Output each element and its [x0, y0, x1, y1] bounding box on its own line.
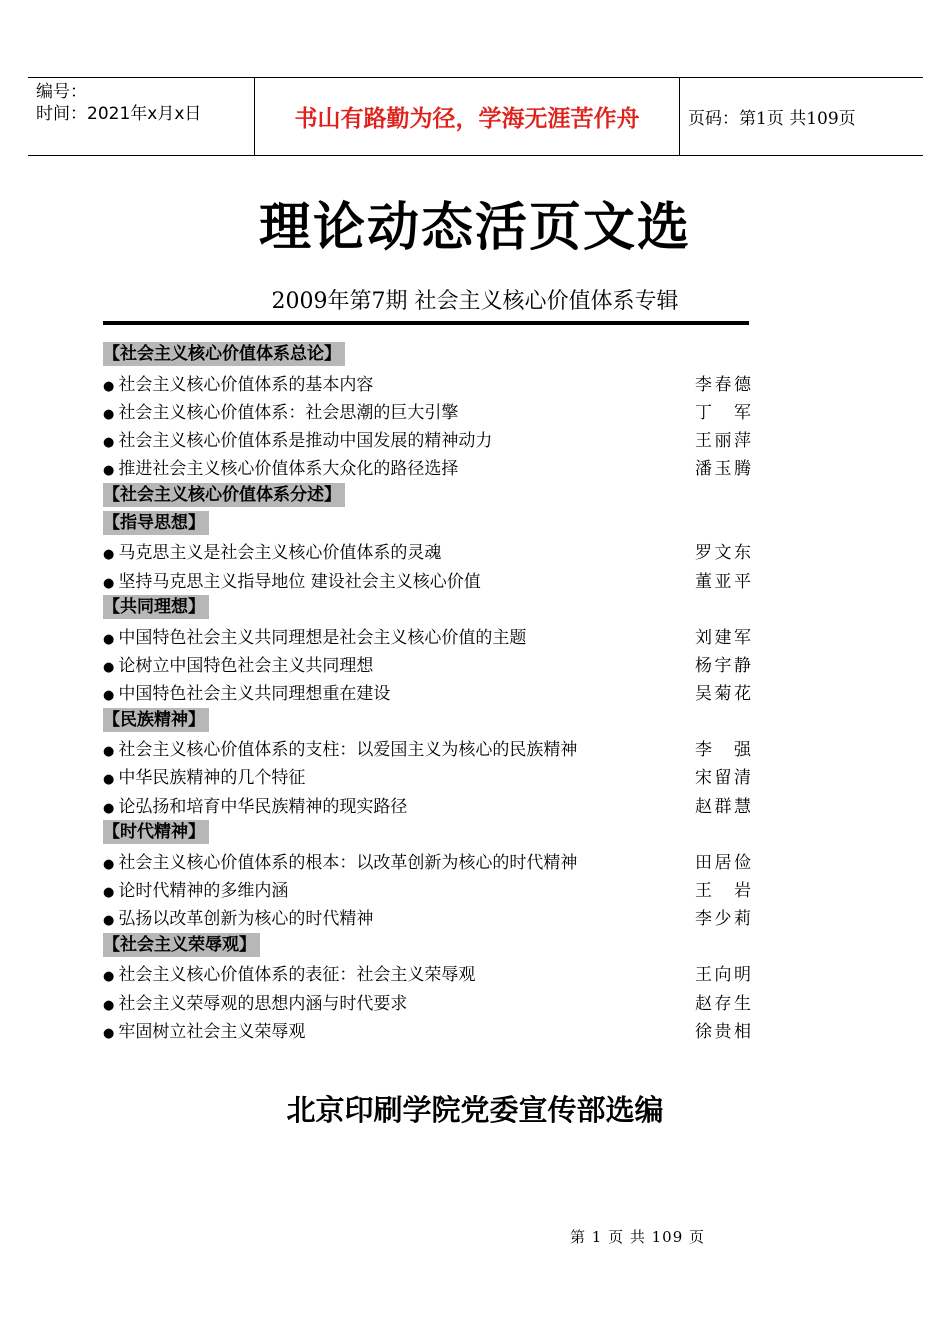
title-rule	[103, 321, 749, 325]
article-author: 杨宇静	[695, 655, 751, 676]
section-label: 【社会主义核心价值体系总论】	[103, 342, 345, 366]
article-author: 董亚平	[695, 571, 751, 592]
article-author: 李春德	[695, 374, 751, 395]
article-author: 赵群慧	[695, 796, 751, 817]
toc-item	[103, 424, 751, 452]
header-meta	[36, 81, 256, 125]
toc-item	[103, 1015, 751, 1043]
article-author: 赵存生	[695, 993, 751, 1014]
article-author: 王丽萍	[695, 430, 751, 451]
toc-section-heading	[103, 481, 751, 509]
toc-item	[103, 734, 751, 762]
number-label: 编号：	[36, 82, 87, 102]
toc-item	[103, 649, 751, 677]
toc-item	[103, 987, 751, 1015]
time-label: 时间：2021年x月x日	[36, 104, 202, 124]
article-title: ● 马克思主义是社会主义核心价值体系的灵魂	[103, 538, 441, 563]
article-author: 李少莉	[695, 909, 751, 930]
section-label: 【时代精神】	[103, 820, 209, 844]
toc-section-heading	[103, 818, 751, 846]
toc-section-heading	[103, 593, 751, 621]
page-header	[28, 77, 923, 156]
header-motto: 书山有路勤为径，学海无涯苦作舟	[294, 105, 640, 132]
toc-section-heading	[103, 931, 751, 959]
toc-item	[103, 537, 751, 565]
article-title: ● 弘扬以改革创新为核心的时代精神	[103, 904, 373, 929]
article-title: ● 社会主义核心价值体系的表征：社会主义荣辱观	[103, 960, 475, 985]
article-title: ● 坚持马克思主义指导地位 建设社会主义核心价值	[103, 567, 481, 592]
article-author: 丁 军	[695, 402, 751, 423]
section-label: 【社会主义核心价值体系分述】	[103, 483, 345, 507]
article-author: 徐贵相	[695, 1021, 751, 1042]
article-title: ● 社会主义核心价值体系的支柱：以爱国主义为核心的民族精神	[103, 735, 577, 760]
toc-item	[103, 790, 751, 818]
article-author: 李 强	[695, 740, 751, 761]
article-author: 王 岩	[695, 881, 751, 902]
article-title: ● 社会主义核心价值体系是推动中国发展的精神动力	[103, 426, 492, 451]
section-label: 【指导思想】	[103, 511, 209, 535]
toc-item	[103, 762, 751, 790]
document-subtitle: 2009年第7期 社会主义核心价值体系专辑	[271, 289, 679, 314]
header-divider	[679, 78, 680, 155]
article-author: 田居俭	[695, 852, 751, 873]
toc-item	[103, 368, 751, 396]
toc-item	[103, 396, 751, 424]
article-author: 宋留清	[695, 768, 751, 789]
article-title: ● 论时代精神的多维内涵	[103, 876, 288, 901]
section-label: 【共同理想】	[103, 595, 209, 619]
toc-item	[103, 874, 751, 902]
article-author: 刘建军	[695, 627, 751, 648]
toc-item	[103, 565, 751, 593]
article-title: ● 社会主义核心价值体系的根本：以改革创新为核心的时代精神	[103, 848, 577, 873]
document-title: 理论动态活页文选	[258, 197, 691, 258]
article-title: ● 牢固树立社会主义荣辱观	[103, 1017, 305, 1042]
article-title: ● 论弘扬和培育中华民族精神的现实路径	[103, 792, 407, 817]
article-title: ● 论树立中国特色社会主义共同理想	[103, 651, 373, 676]
page-footer: 第 1 页 共 109 页	[570, 1228, 706, 1246]
toc-item	[103, 903, 751, 931]
toc-section-heading	[103, 340, 751, 368]
article-author: 王向明	[695, 965, 751, 986]
toc-item	[103, 959, 751, 987]
article-title: ● 中华民族精神的几个特征	[103, 763, 305, 788]
table-of-contents	[103, 340, 751, 1043]
header-page-code: 页码：第1页 共109页	[688, 109, 856, 129]
toc-item	[103, 846, 751, 874]
toc-item	[103, 453, 751, 481]
article-title: ● 推进社会主义核心价值体系大众化的路径选择	[103, 454, 458, 479]
article-title: ● 社会主义核心价值体系：社会思潮的巨大引擎	[103, 398, 458, 423]
article-title: ● 中国特色社会主义共同理想重在建设	[103, 679, 390, 704]
toc-section-heading	[103, 509, 751, 537]
article-author: 吴菊花	[695, 684, 751, 705]
publisher: 北京印刷学院党委宣传部选编	[286, 1093, 664, 1127]
section-label: 【社会主义荣辱观】	[103, 933, 260, 957]
toc-section-heading	[103, 706, 751, 734]
toc-item	[103, 678, 751, 706]
section-label: 【民族精神】	[103, 708, 209, 732]
article-title: ● 社会主义荣辱观的思想内涵与时代要求	[103, 989, 407, 1014]
article-title: ● 社会主义核心价值体系的基本内容	[103, 370, 373, 395]
article-title: ● 中国特色社会主义共同理想是社会主义核心价值的主题	[103, 623, 526, 648]
article-author: 潘玉腾	[695, 459, 751, 480]
article-author: 罗文东	[695, 543, 751, 564]
toc-item	[103, 621, 751, 649]
